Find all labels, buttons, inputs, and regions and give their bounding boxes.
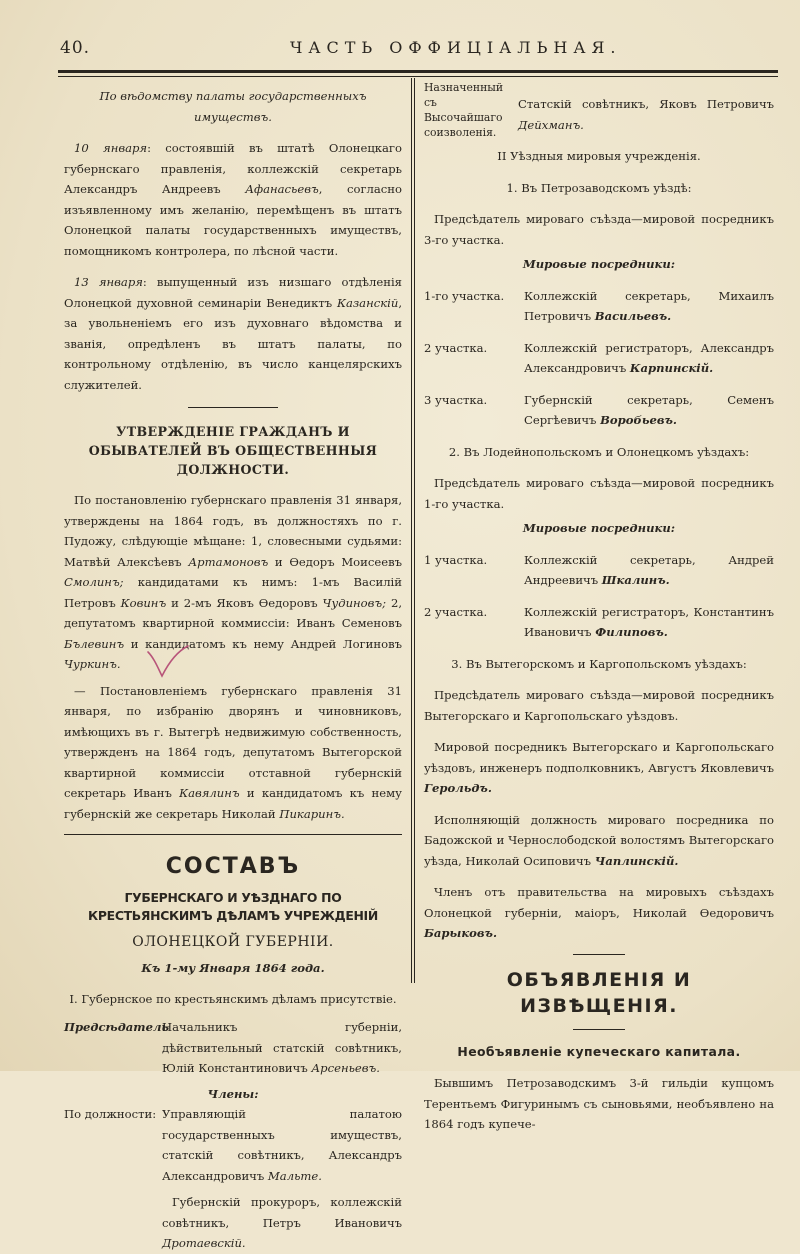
appointed-entry: Назначенный съ Высочайшаго соизволенiя. Статскiй совѣтникъ, Яковъ Петровичъ Дейхманъ. [424, 81, 774, 139]
mediator-row: 2 участка. Коллежскiй регистраторъ, Константинъ Ивановичъ Филиповъ. [424, 604, 774, 639]
mediator-row: 1-го участка. Коллежскiй секретарь, Михаилъ Петровичъ Васильевъ. [424, 288, 774, 323]
announcement-subtitle: Необъявленiе купеческаго капитала. [457, 1043, 741, 1059]
running-title: ЧАСТЬ ОФФИЦIАЛЬНАЯ. [290, 38, 622, 57]
header-rule [58, 70, 778, 77]
page-header [60, 38, 778, 60]
left-column [64, 86, 402, 1254]
section-1-heading: I. Губернское по крестьянскимъ дѣламъ присутствiе. [69, 991, 397, 1006]
date-line: Къ 1-му Января 1864 года. [141, 961, 325, 975]
date-2: 13 января [74, 275, 143, 289]
column-divider-inner [414, 78, 415, 983]
mediators-label: Мировые посредники: [522, 257, 676, 271]
district-1-chair: Предсѣдатель мироваго съѣзда—мировой посредникъ 3-го участка. [424, 212, 774, 247]
by-office-label: По должности: [64, 1107, 157, 1121]
mediators-label: Мировые посредники: [522, 521, 676, 535]
dept-heading: По вѣдомству палаты государственныхъ имуществъ. [99, 89, 367, 124]
divider [573, 954, 625, 955]
announcements-title: ОБЪЯВЛЕНIЯ И ИЗВѢЩЕНIЯ. [506, 968, 692, 1017]
province-title: ОЛОНЕЦКОЙ ГУБЕРНIИ. [132, 934, 334, 950]
divider [188, 407, 278, 408]
confirm-heading: УТВЕРЖДЕНIЕ ГРАЖДАНЪ И ОБЫВАТЕЛЕЙ ВЪ ОБЩЕСТВЕННЫЯ ДОЛЖНОСТИ. [88, 424, 378, 477]
district-2-heading: 2. Въ Лодейнопольскомъ и Олонецкомъ уѣздахъ: [448, 444, 750, 459]
district-3-mediator: Мировой посредникъ Вытегорскаго и Каргопольскаго уѣздовъ, инженеръ подполковникъ, Августъ Яковлевичъ Герольдъ. [424, 740, 774, 795]
sostav-subtitle: ГУБЕРНСКАГО И УѢЗДНАГО ПО КРЕСТЬЯНСКИМЪ ДѢЛАМЪ УЧРЕЖДЕНIЙ [88, 890, 378, 923]
district-2-chair: Предсѣдатель мироваго съѣзда—мировой посредникъ 1-го участка. [424, 476, 774, 511]
chair-label: Предсѣдатель [64, 1020, 170, 1034]
pencil-checkmark-icon [146, 644, 190, 680]
district-3-heading: 3. Въ Вытегорскомъ и Каргопольскомъ уѣздахъ: [451, 656, 747, 671]
section-2-heading: II Уѣздныя мировыя учрежденiя. [497, 149, 701, 163]
mediator-row: 3 участка. Губернскiй секретарь, Семенъ Сергѣевичъ Воробьевъ. [424, 392, 774, 427]
column-divider [411, 78, 412, 983]
district-1-heading: 1. Въ Петрозаводскомъ уѣздѣ: [506, 180, 692, 195]
member-entry-2: Губернскiй прокуроръ, коллежскiй совѣтникъ, Петръ Ивановичъ Дротаевскiй. [162, 1195, 402, 1250]
sostav-title: СОСТАВЪ [165, 854, 301, 879]
divider [573, 1029, 625, 1030]
paragraph-1: 10 января: состоявшiй въ штатѣ Олонецкаго губернскаго правленiя, коллежскiй секретарь Александръ Андреевъ Афанасьевъ, согласно изъявленному имъ желанiю, перемѣщенъ въ штатъ Олонецкой палаты государственныхъ имуществъ, помощникомъ контролера, по лѣсной части. [64, 141, 403, 258]
district-3-acting: Исполняющiй должность мироваго посредника по Бадожской и Чернослободской волостямъ Вытегорскаго уѣзда, Николай Осиповичъ Чаплинскiй. [424, 812, 774, 868]
members-label: Члены: [207, 1086, 259, 1101]
paragraph-4: — Постановленiемъ губернскаго правленiя 31 января, по избранiю дворянъ и чиновниковъ, имѣющихъ въ г. Вытегрѣ недвижимую собственность, утвержденъ на 1864 годъ, депутатомъ Вытегорской квартирной коммиссiи отставной губернскiй секретарь Иванъ Кавялинъ и кандидатомъ къ нему губернскiй же секретарь Николай Пикаринъ. [64, 683, 402, 821]
paragraph-3: По постановленiю губернскаго правленiя 31 января, утверждены на 1864 годъ, въ должностяхъ по г. Пудожу, слѣдующiе мѣщане: 1, словесными судьями: Матвѣй Алексѣевъ Артамоновъ и Ѳедоръ Моисеевъ Смолинъ; кандидатами къ нимъ: 1-мъ Василiй Петровъ Ковинъ и 2-мъ Яковъ Ѳедоровъ Чудиновъ; 2, депутатомъ квартирной коммиссiи: Иванъ Семеновъ Бълевинъ и кандидатомъ къ нему Андрей Логиновъ Чуркинъ. [64, 493, 403, 671]
member-entry-1: По должности: Управляющiй палатою государственныхъ имуществъ, статскiй совѣтникъ, Александръ Александровичъ Мальте. [64, 1104, 402, 1186]
mediator-row: 1 участка. Коллежскiй секретарь, Андрей Андреевичъ Шкалинъ. [424, 552, 774, 587]
paragraph-2: 13 января: выпущенный изъ низшаго отдѣленiя Олонецкой духовной семинарiи Венедиктъ Казанскiй, за увольненiемъ его изъ духовнаго вѣдомства и званiя, опредѣленъ въ штатъ палаты, по контрольному отдѣленiю, въ число канцелярскихъ служителей. [64, 275, 403, 392]
date-1: 10 января [74, 141, 148, 155]
chair-entry [64, 1017, 402, 1079]
page-number: 40. [60, 38, 91, 58]
district-3-chair: Предсѣдатель мироваго съѣзда—мировой посредникъ Вытегорскаго и Каргопольскаго уѣздовъ. [424, 688, 774, 723]
announcement-text: Бывшимъ Петрозаводскимъ 3-й гильдiи купцомъ Терентьемъ Фигуринымъ съ сыновьями, необъявлено на 1864 годъ купече- [424, 1076, 774, 1131]
chair-text: Начальникъ губернiи, дѣйствительный статскiй совѣтникъ, Юлiй Константиновичъ Арсеньевъ. [162, 1020, 402, 1075]
district-3-member: Членъ отъ правительства на мировыхъ съѣздахъ Олонецкой губернiи, маiоръ, Николай Ѳедоровичъ Барыковъ. [424, 885, 774, 940]
appointed-label: Назначенный съ Высочайшаго соизволенiя. [424, 81, 504, 139]
person-name: Казанскiй [336, 295, 399, 310]
right-column [424, 81, 774, 1135]
mediator-row: 2 участка. Коллежскiй регистраторъ, Александръ Александровичъ Карпинскiй. [424, 340, 774, 375]
person-name: Афанасьевъ [245, 182, 319, 196]
divider [64, 834, 402, 835]
